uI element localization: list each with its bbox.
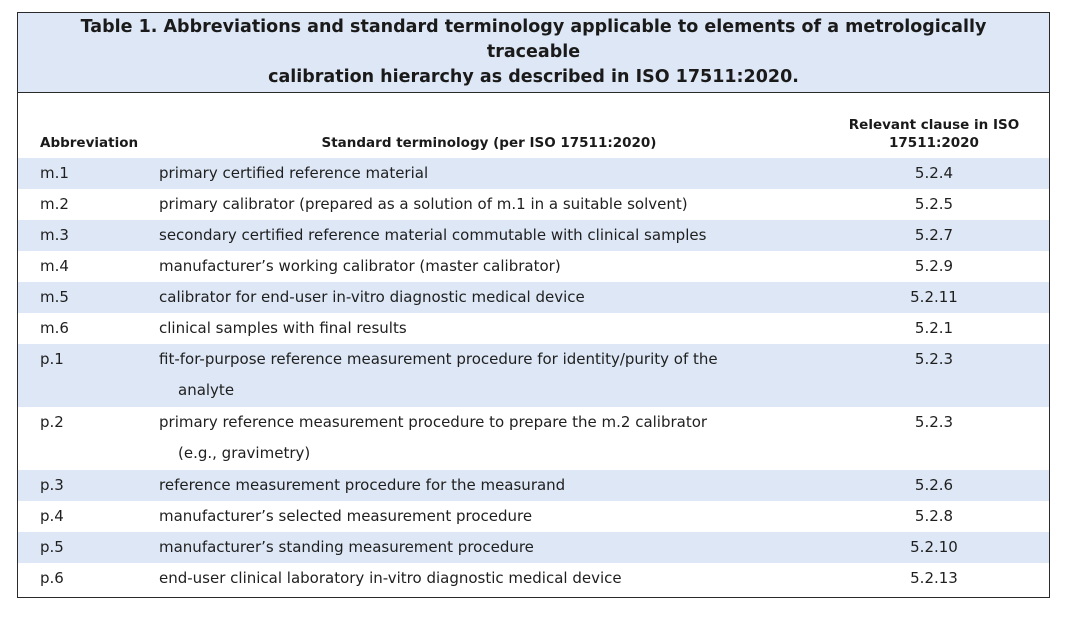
terminology-text: primary certified reference material (159, 164, 429, 182)
cell-abbreviation: m.1 (40, 164, 69, 182)
terminology-text: manufacturer’s selected measurement procedure (159, 507, 533, 525)
cell-terminology (159, 251, 819, 282)
abbreviations-table (17, 12, 1050, 598)
cell-clause: 5.2.6 (914, 476, 954, 494)
table-row (18, 313, 1049, 344)
table-caption (18, 13, 1049, 93)
clause-header-line-1: Relevant clause in ISO (848, 117, 1020, 133)
table-row (18, 282, 1049, 313)
cell-abbreviation: m.5 (40, 288, 69, 306)
cell-terminology (159, 344, 819, 407)
caption-line-2: calibration hierarchy as described in ISO 17511:2020. (268, 67, 799, 87)
terminology-text: primary calibrator (prepared as a solution of m.1 in a suitable solvent) (159, 195, 688, 213)
cell-clause: 5.2.13 (910, 569, 958, 587)
terminology-continuation: analyte (178, 381, 235, 399)
cell-abbreviation: m.2 (40, 195, 69, 213)
cell-clause: 5.2.5 (914, 195, 954, 213)
cell-terminology (159, 407, 819, 470)
cell-clause: 5.2.7 (914, 226, 954, 244)
cell-abbreviation: p.3 (40, 476, 64, 494)
table-row (18, 189, 1049, 220)
table-row (18, 563, 1049, 594)
cell-terminology (159, 313, 819, 344)
column-header-terminology: Standard terminology (per ISO 17511:2020) (321, 135, 657, 151)
cell-terminology (159, 470, 819, 501)
terminology-text: manufacturer’s standing measurement procedure (159, 538, 534, 556)
cell-clause: 5.2.3 (914, 350, 954, 368)
cell-terminology (159, 501, 819, 532)
table-row (18, 158, 1049, 189)
terminology-text: clinical samples with final results (159, 319, 407, 337)
terminology-table (18, 93, 1049, 594)
terminology-text: manufacturer’s working calibrator (master calibrator) (159, 257, 561, 275)
cell-terminology (159, 563, 819, 594)
cell-clause: 5.2.4 (914, 164, 954, 182)
cell-abbreviation: p.2 (40, 413, 64, 431)
cell-abbreviation: m.3 (40, 226, 69, 244)
table-row (18, 344, 1049, 407)
cell-abbreviation: p.4 (40, 507, 64, 525)
terminology-text: calibrator for end-user in-vitro diagnostic medical device (159, 288, 585, 306)
cell-abbreviation: p.1 (40, 350, 64, 368)
terminology-continuation: (e.g., gravimetry) (178, 444, 311, 462)
table-row (18, 251, 1049, 282)
column-header-clause (819, 93, 1049, 158)
cell-terminology (159, 282, 819, 313)
column-header-abbreviation: Abbreviation (40, 135, 139, 151)
terminology-text: fit-for-purpose reference measurement procedure for identity/purity of the (159, 350, 718, 368)
cell-abbreviation: m.4 (40, 257, 69, 275)
cell-terminology (159, 220, 819, 251)
table-row (18, 470, 1049, 501)
terminology-text: primary reference measurement procedure to prepare the m.2 calibrator (159, 413, 708, 431)
clause-header-line-2: 17511:2020 (889, 135, 979, 151)
cell-abbreviation: p.6 (40, 569, 64, 587)
cell-terminology (159, 532, 819, 563)
terminology-text: secondary certified reference material commutable with clinical samples (159, 226, 707, 244)
cell-clause: 5.2.1 (914, 319, 954, 337)
cell-abbreviation: m.6 (40, 319, 69, 337)
table-row (18, 501, 1049, 532)
table-row (18, 407, 1049, 470)
cell-terminology (159, 158, 819, 189)
header-row (18, 93, 1049, 158)
terminology-text: end-user clinical laboratory in-vitro diagnostic medical device (159, 569, 622, 587)
caption-line-1: Table 1. Abbreviations and standard terminology applicable to elements of a metrologically traceable (80, 17, 987, 62)
cell-clause: 5.2.8 (914, 507, 954, 525)
table-row (18, 220, 1049, 251)
cell-clause: 5.2.3 (914, 413, 954, 431)
cell-clause: 5.2.10 (910, 538, 958, 556)
cell-terminology (159, 189, 819, 220)
table-row (18, 532, 1049, 563)
cell-clause: 5.2.9 (914, 257, 954, 275)
terminology-text: reference measurement procedure for the measurand (159, 476, 566, 494)
cell-abbreviation: p.5 (40, 538, 64, 556)
cell-clause: 5.2.11 (910, 288, 958, 306)
